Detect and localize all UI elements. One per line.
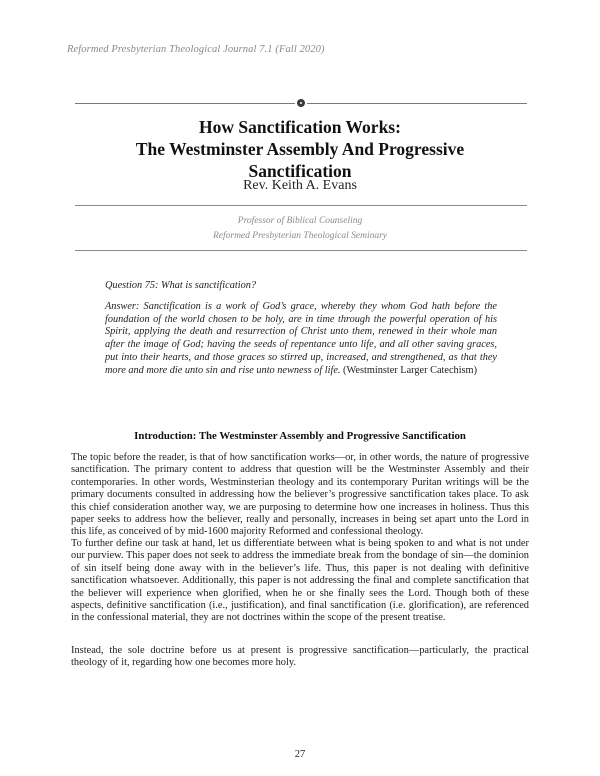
rule-above-affiliation — [75, 205, 527, 206]
title-line-3: Sanctification — [248, 161, 352, 181]
article-title — [60, 116, 540, 182]
title-line-2: The Westminster Assembly And Progressive — [135, 139, 465, 159]
body-paragraph-2: To further define our task at hand, let us differentiate between what is being spoken to and what is not under our purview. This paper does not seek to address the immediate break from the bondage of sin—the dominion of sin itself being done away with in the believer’s life. Thus, this paper is not dealing with definitive sanctification whatsoever. Additionally, this paper is not addressing the final and complete sanctification that the believer will experience when glorified, when he or she finally sees the Lord. Though both of these aspects, definitive sanctification (i.e., justification), and final sanctification (i.e. glorification), are referenced in the confessional material, they are not doctrines within the scope of the present treatise. — [71, 538, 529, 624]
page-number: 27 — [294, 749, 306, 760]
epigraph-answer — [105, 301, 497, 377]
title-line-1: How Sanctification Works: — [199, 117, 401, 137]
running-header: Reformed Presbyterian Theological Journal 7.1 (Fall 2020) — [67, 44, 325, 55]
ornament-dot-icon — [297, 99, 305, 107]
answer-citation: (Westminster Larger Catechism) — [340, 364, 477, 376]
body-paragraph-3: Instead, the sole doctrine before us at present is progressive sanctification—particularly, the practical theology of it, regarding how one becomes more holy. — [71, 645, 529, 669]
divider-line-right — [307, 103, 527, 104]
rule-below-affiliation — [75, 250, 527, 251]
affiliation-institution: Reformed Presbyterian Theological Seminary — [212, 231, 388, 241]
body-paragraph-1: The topic before the reader, is that of how sanctification works—or, in other words, the nature of progressive sanctification. The primary content to address that question will be the Westminster Assembly and their contemporaries. In other words, Westminsterian theology and its contemporary Puritan writings will be the primary documents consulted in addressing how the believer’s progressive sanctification takes place. To ask this chief consideration another way, we are purposing to determine how one increases in holiness. Thus this paper seeks to address how the believer, really and personally, increases in being set apart unto the Lord in this life, as conceived of by mid-1600 majority Reformed and confessional theology. — [71, 452, 529, 538]
answer-text: Answer: Sanctification is a work of God’s grace, whereby they whom God hath before the foundation of the world chosen to be holy, are in time through the powerful operation of his Spirit, applying the death and resurrection of Christ unto them, renewed in their whole man after the image of God; having the seeds of repentance unto life, and all other saving graces, put into their hearts, and those graces so stirred up, increased, and strengthened, as that they more and more die unto sin and rise unto newness of life. — [105, 301, 497, 376]
affiliation-title: Professor of Biblical Counseling — [237, 216, 363, 226]
section-heading: Introduction: The Westminster Assembly and Progressive Sanctification — [134, 430, 466, 442]
author-affiliation — [60, 214, 540, 244]
author-name: Rev. Keith A. Evans — [243, 178, 357, 193]
divider-line-left — [75, 103, 295, 104]
epigraph-question: Question 75: What is sanctification? — [105, 280, 257, 291]
ornament-divider — [75, 98, 527, 110]
